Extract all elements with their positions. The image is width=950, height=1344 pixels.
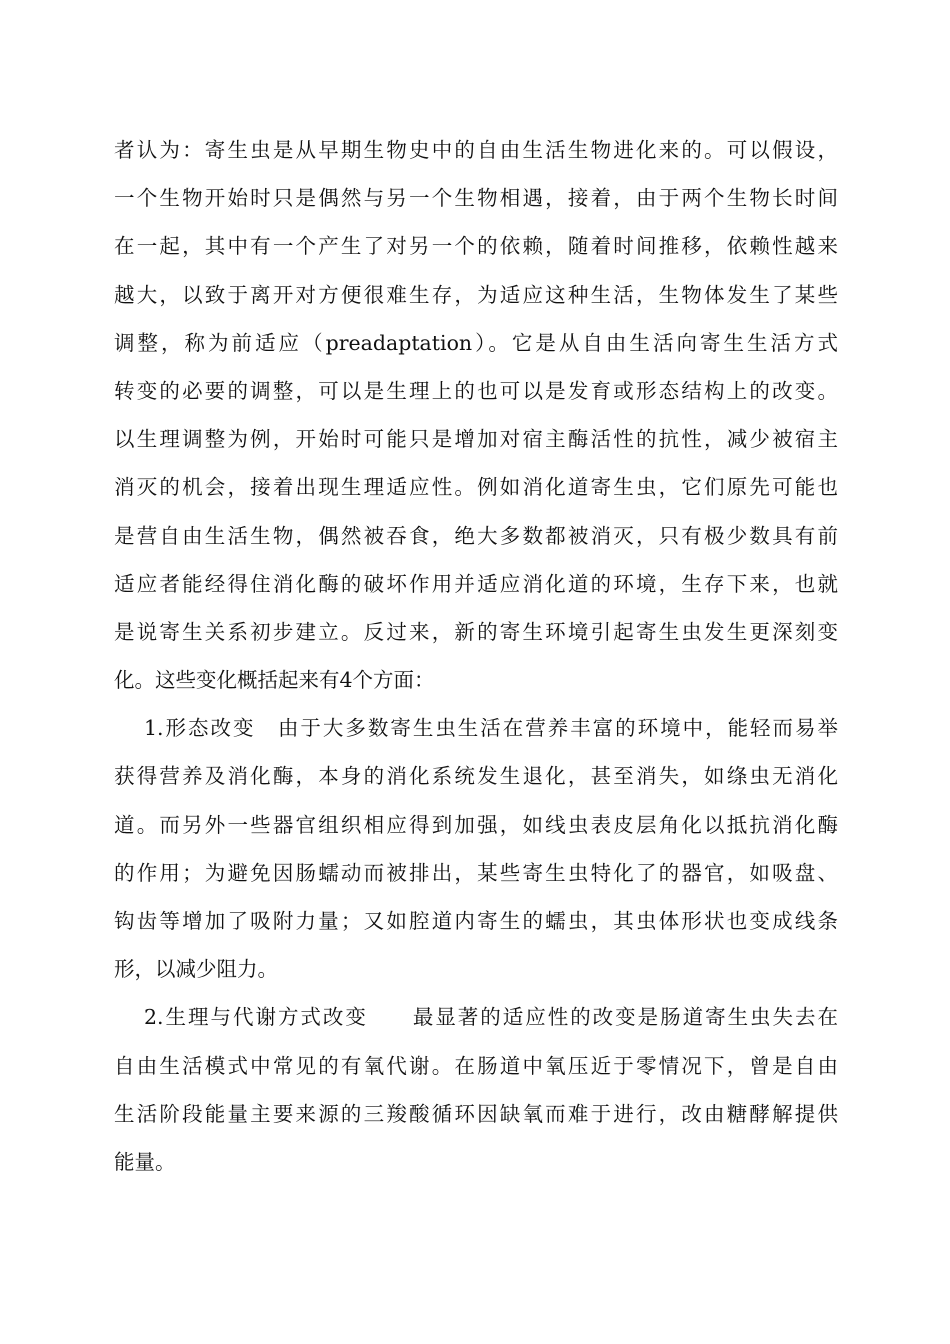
text-line: 能量。 (114, 1149, 176, 1174)
text-line: 以生理调整为例，开始时可能只是增加对宿主酶活性的抗性，减少被宿主 (114, 427, 838, 452)
text-line: 一个生物开始时只是偶然与另一个生物相遇，接着，由于两个生物长时间 (114, 186, 838, 211)
document-body (114, 126, 838, 1186)
text-line: 适应者能经得住消化酶的破坏作用并适应消化道的环境，生存下来，也就 (114, 571, 838, 596)
text-line: 越大，以致于离开对方便很难生存，为适应这种生活，生物体发生了某些 (114, 282, 838, 307)
text-line: 道。而另外一些器官组织相应得到加强，如线虫表皮层角化以抵抗消化酶 (114, 812, 838, 837)
text-line: 的作用；为避免因肠蠕动而被排出，某些寄生虫特化了的器官，如吸盘、 (114, 860, 838, 885)
text-line: 是营自由生活生物，偶然被吞食，绝大多数都被消灭，只有极少数具有前 (114, 523, 838, 548)
text-line: 生活阶段能量主要来源的三羧酸循环因缺氧而难于进行，改由糖酵解提供 (114, 1101, 838, 1126)
paragraph-physiology (114, 993, 838, 1186)
text-line: 调整，称为前适应（preadaptation）。它是从自由生活向寄生生活方式 (114, 330, 838, 355)
text-line: 获得营养及消化酶，本身的消化系统发生退化，甚至消失，如绦虫无消化 (114, 764, 838, 789)
paragraph-1 (114, 126, 838, 704)
text-line: 形，以减少阻力。 (114, 957, 278, 982)
text-line: 者认为：寄生虫是从早期生物史中的自由生活生物进化来的。可以假设， (114, 138, 838, 162)
text-line: 2.生理与代谢方式改变 最显著的适应性的改变是肠道寄生虫失去在 (144, 1005, 838, 1030)
text-line: 消灭的机会，接着出现生理适应性。例如消化道寄生虫，它们原先可能也 (114, 475, 838, 500)
paragraph-morphology (114, 704, 838, 993)
text-line: 1.形态改变 由于大多数寄生虫生活在营养丰富的环境中，能轻而易举 (144, 716, 838, 741)
text-line: 在一起，其中有一个产生了对另一个的依赖，随着时间推移，依赖性越来 (114, 234, 838, 259)
text-line: 钩齿等增加了吸附力量；又如腔道内寄生的蠕虫，其虫体形状也变成线条 (114, 909, 838, 933)
text-line: 转变的必要的调整，可以是生理上的也可以是发育或形态结构上的改变。 (114, 378, 838, 403)
text-line: 自由生活模式中常见的有氧代谢。在肠道中氧压近于零情况下，曾是自由 (114, 1053, 838, 1078)
text-line: 化。这些变化概括起来有4个方面： (114, 668, 435, 693)
text-line: 是说寄生关系初步建立。反过来，新的寄生环境引起寄生虫发生更深刻变 (114, 619, 838, 644)
